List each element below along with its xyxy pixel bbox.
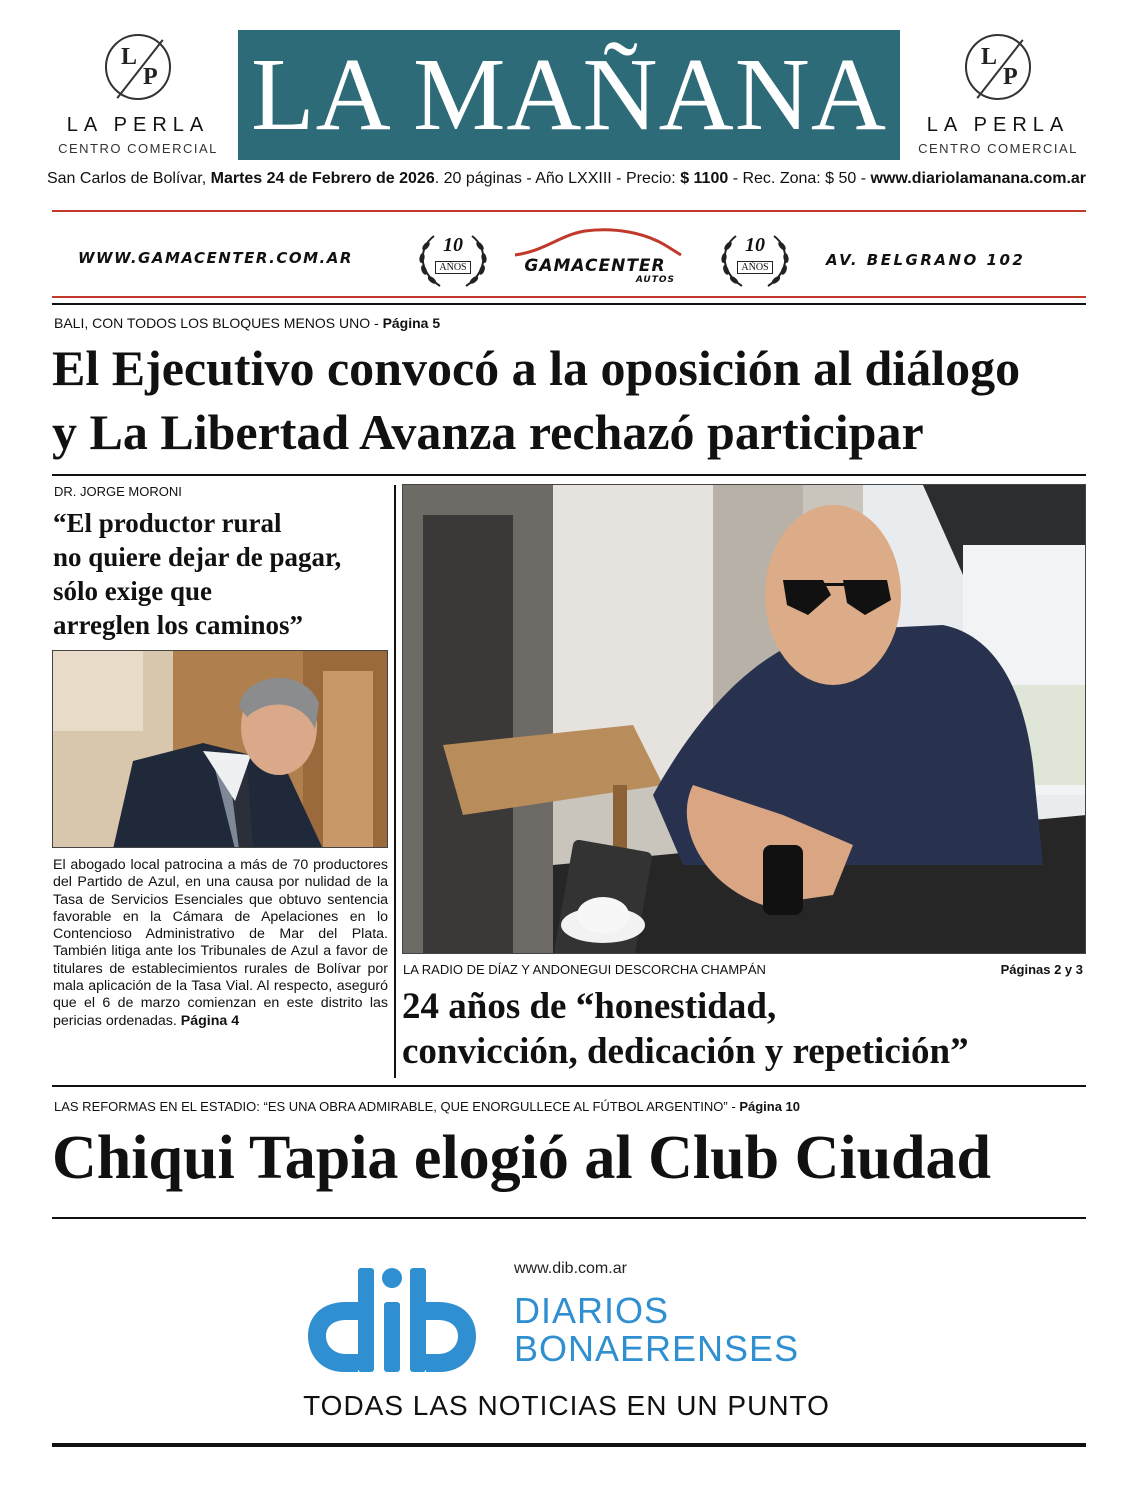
la-perla-sub: CENTRO COMERCIAL — [918, 141, 1078, 156]
lead-kicker: BALI, CON TODOS LOS BLOQUES MENOS UNO - Página 5 — [54, 315, 441, 331]
la-perla-ad-right — [908, 34, 1088, 156]
left-story-kicker: DR. JORGE MORONI — [54, 484, 182, 499]
anniversary-badge-right: 10 AÑOS — [716, 226, 794, 294]
anniversary-badge-left: 10 AÑOS — [414, 226, 492, 294]
dib-url: www.dib.com.ar — [514, 1260, 627, 1277]
right-story-headline: 24 años de “honestidad, convicción, dedicación y repetición” — [402, 986, 969, 1072]
website-link[interactable]: www.diariolamanana.com.ar — [870, 170, 1087, 187]
left-story-body: El abogado local patrocina a más de 70 productores del Partido de Azul, en una causa por nulidad de la Tasa de Servicios Esenciales que obtuvo sentencia favorable en la Cámara de Apelaciones en lo Contencioso Administrativo de Mar del Plata. También litiga ante los Tribunales de Azul a favor de titulares de establecimientos rurales de Bolívar por mala aplicación de la Tasa Vial. Al respecto, aseguró que el 6 de marzo comienzan en este distrito las pericias ordenadas. Página 4 — [53, 857, 388, 1029]
la-perla-name: LA PERLA — [926, 114, 1070, 136]
dib-tagline: TODAS LAS NOTICIAS EN UN PUNTO — [303, 1390, 830, 1421]
column-divider — [394, 485, 396, 1078]
la-perla-logo-icon: L P — [965, 34, 1031, 100]
la-perla-name: LA PERLA — [66, 114, 210, 136]
newspaper-masthead — [238, 30, 900, 160]
car-outline-icon — [505, 225, 685, 259]
divider — [52, 296, 1086, 298]
radio-host-photo — [402, 484, 1086, 954]
dateline: San Carlos de Bolívar, Martes 24 de Febrero de 2026. 20 páginas - Año LXXIII - Precio: $ 1100 - Rec. Zona: $ 50 - www.diariolamanana.com.ar — [46, 170, 1087, 187]
sports-headline: Chiqui Tapia elogió al Club Ciudad — [52, 1124, 992, 1192]
divider — [52, 474, 1086, 476]
cafe-portrait-image — [403, 485, 1086, 954]
left-story-headline: “El productor rural no quiere dejar de pagar, sólo exige que arreglen los caminos” — [53, 508, 342, 640]
right-story-kicker: LA RADIO DE DÍAZ Y ANDONEGUI DESCORCHA CHAMPÁN — [403, 962, 766, 977]
gamacenter-logo: GAMACENTER AUTOS — [505, 225, 685, 287]
gamacenter-address: AV. BELGRANO 102 — [826, 251, 1026, 269]
gamacenter-website: WWW.GAMACENTER.COM.AR — [78, 249, 353, 267]
divider — [52, 210, 1086, 212]
dib-line1: DIARIOS — [514, 1290, 670, 1331]
dib-ad — [300, 1250, 860, 1400]
sports-kicker: LAS REFORMAS EN EL ESTADIO: “ES UNA OBRA ADMIRABLE, QUE ENORGULLECE AL FÚTBOL ARGENTINO” - Página 10 — [54, 1099, 801, 1114]
newspaper-title: LA MAÑANA — [251, 37, 887, 152]
moroni-photo — [52, 650, 388, 848]
portrait-image — [53, 651, 388, 848]
divider — [52, 1085, 1086, 1087]
la-perla-sub: CENTRO COMERCIAL — [58, 141, 218, 156]
divider — [52, 1217, 1086, 1219]
dib-line2: BONAERENSES — [514, 1328, 800, 1369]
la-perla-logo-icon: L P — [105, 34, 171, 100]
dib-logo-icon — [306, 1262, 506, 1382]
lead-headline: El Ejecutivo convocó a la oposición al diálogo y La Libertad Avanza rechazó participar — [52, 340, 1021, 460]
right-story-page: Páginas 2 y 3 — [1000, 962, 1083, 977]
la-perla-ad-left — [48, 34, 228, 156]
divider — [52, 303, 1086, 305]
divider — [52, 1443, 1086, 1447]
